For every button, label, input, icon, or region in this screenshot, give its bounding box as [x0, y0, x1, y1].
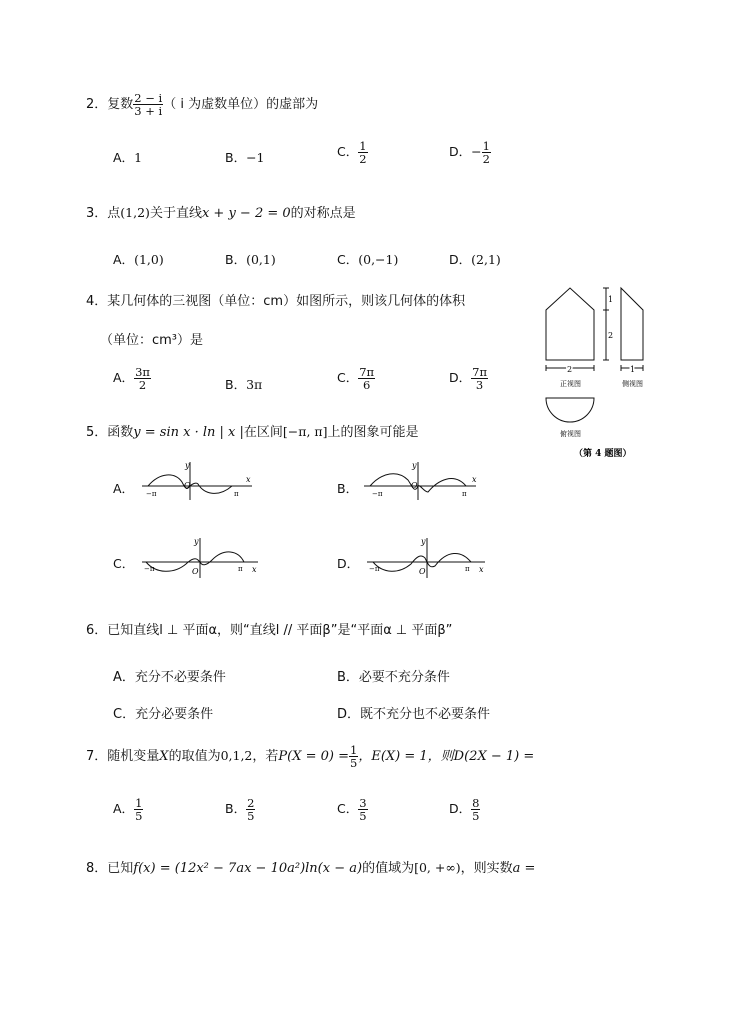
graph-a[interactable] [140, 458, 258, 502]
q4-option-b[interactable]: B．3π [225, 377, 263, 392]
q7-option-a[interactable]: A． $\frac{1}{5}$ [113, 796, 143, 824]
q7-option-b[interactable]: B． $\frac{2}{5}$ [225, 796, 255, 824]
svg-text:y: y [421, 537, 426, 546]
q5-option-b[interactable]: B． [337, 481, 359, 496]
q6-option-c[interactable]: C．充分必要条件 [113, 707, 214, 722]
three-view-figure [538, 280, 658, 465]
q2-option-b[interactable]: B．−1 [225, 150, 265, 165]
question-number: 2． [86, 97, 108, 113]
graph-d[interactable] [365, 536, 490, 580]
q7-option-d[interactable]: D． $\frac{8}{5}$ [449, 796, 480, 824]
q6-option-b[interactable]: B．必要不充分条件 [337, 670, 450, 685]
dim-label-2-vertical: 2 [608, 331, 614, 340]
svg-text:x: x [479, 565, 484, 574]
q4-option-a[interactable]: A． $\frac{3\pi}{2}$ [113, 365, 150, 393]
graph-b[interactable] [362, 458, 482, 502]
q7-option-c[interactable]: C． $\frac{3}{5}$ [337, 796, 367, 824]
svg-text:x: x [252, 565, 257, 574]
question-6-stem: 6．已知直线l ⊥ 平面α，则“直线l // 平面β”是“平面α ⊥ 平面β” [86, 623, 453, 638]
q3-option-a[interactable]: A．(1,0) [113, 252, 164, 267]
question-4-stem: 4．某几何体的三视图（单位：cm）如图所示，则该几何体的体积 [86, 294, 466, 309]
svg-text:−π: −π [144, 565, 155, 573]
front-view-shape [546, 288, 594, 360]
svg-text:π: π [234, 490, 239, 498]
svg-text:π: π [462, 490, 467, 498]
fraction: $\frac{2 - i}{3 + i}$ [134, 91, 163, 119]
q2-option-a[interactable]: A．1 [113, 150, 143, 165]
q3-option-c[interactable]: C．(0,−1) [337, 252, 399, 267]
svg-text:O: O [419, 567, 426, 576]
svg-text:π: π [238, 565, 243, 573]
side-view-shape [621, 288, 643, 360]
graph-c[interactable] [140, 536, 262, 580]
svg-text:π: π [465, 565, 470, 573]
svg-text:−π: −π [369, 565, 380, 573]
dim-label-1-vertical: 1 [608, 295, 614, 304]
q5-option-d[interactable]: D． [337, 556, 360, 571]
question-2-stem: 2．复数 $\frac{2 - i}{3 + i}$ （ i 为虚数单位）的虚部为 [86, 91, 319, 119]
dim-label-1-horizontal: 1 [630, 365, 636, 374]
question-8-stem: 8．已知f(x) = (12x² − 7ax − 10a²)ln(x − a)的值域为[0, +∞)，则实数a = [86, 860, 536, 876]
question-4-stem-cont: （单位：cm³）是 [100, 333, 204, 348]
svg-text:O: O [411, 481, 418, 490]
q6-option-d[interactable]: D．既不充分也不必要条件 [337, 707, 491, 722]
question-5-stem: 5．函数y = sin x · ln | x |在区间[−π, π]上的图象可能是 [86, 424, 419, 440]
side-view-label: 侧视图 [622, 380, 643, 388]
q6-option-a[interactable]: A．充分不必要条件 [113, 670, 226, 685]
q4-option-c[interactable]: C． $\frac{7\pi}{6}$ [337, 365, 375, 393]
q4-option-d[interactable]: D． $\frac{7\pi}{3}$ [449, 365, 488, 393]
svg-text:O: O [184, 481, 191, 490]
svg-text:y: y [185, 461, 190, 470]
svg-text:−π: −π [372, 490, 383, 498]
q2-option-c[interactable]: C． $\frac{1}{2}$ [337, 139, 367, 167]
svg-text:O: O [192, 567, 199, 576]
svg-text:y: y [194, 537, 199, 546]
q3-option-b[interactable]: B．(0,1) [225, 252, 276, 267]
q5-option-c[interactable]: C． [113, 556, 135, 571]
svg-text:x: x [472, 475, 477, 484]
q3-option-d[interactable]: D．(2,1) [449, 252, 501, 267]
figure-caption: （第 4 题图） [574, 449, 632, 459]
q2-option-d[interactable]: D．− $\frac{1}{2}$ [449, 139, 490, 167]
q5-option-a[interactable]: A． [113, 481, 135, 496]
question-7-stem: 7．随机变量X的取值为0,1,2，若P(X = 0) = $\frac{1}{5}$ ，E(X) = 1，则D(2X − 1) = [86, 743, 535, 771]
dim-label-2-horizontal: 2 [567, 365, 573, 374]
top-view-shape [546, 398, 594, 422]
question-3-stem: 3．点(1,2)关于直线x + y − 2 = 0的对称点是 [86, 205, 356, 221]
svg-text:−π: −π [146, 490, 157, 498]
front-view-label: 正视图 [560, 380, 581, 388]
svg-text:x: x [246, 475, 251, 484]
svg-text:y: y [412, 461, 417, 470]
top-view-label: 俯视图 [560, 430, 581, 438]
